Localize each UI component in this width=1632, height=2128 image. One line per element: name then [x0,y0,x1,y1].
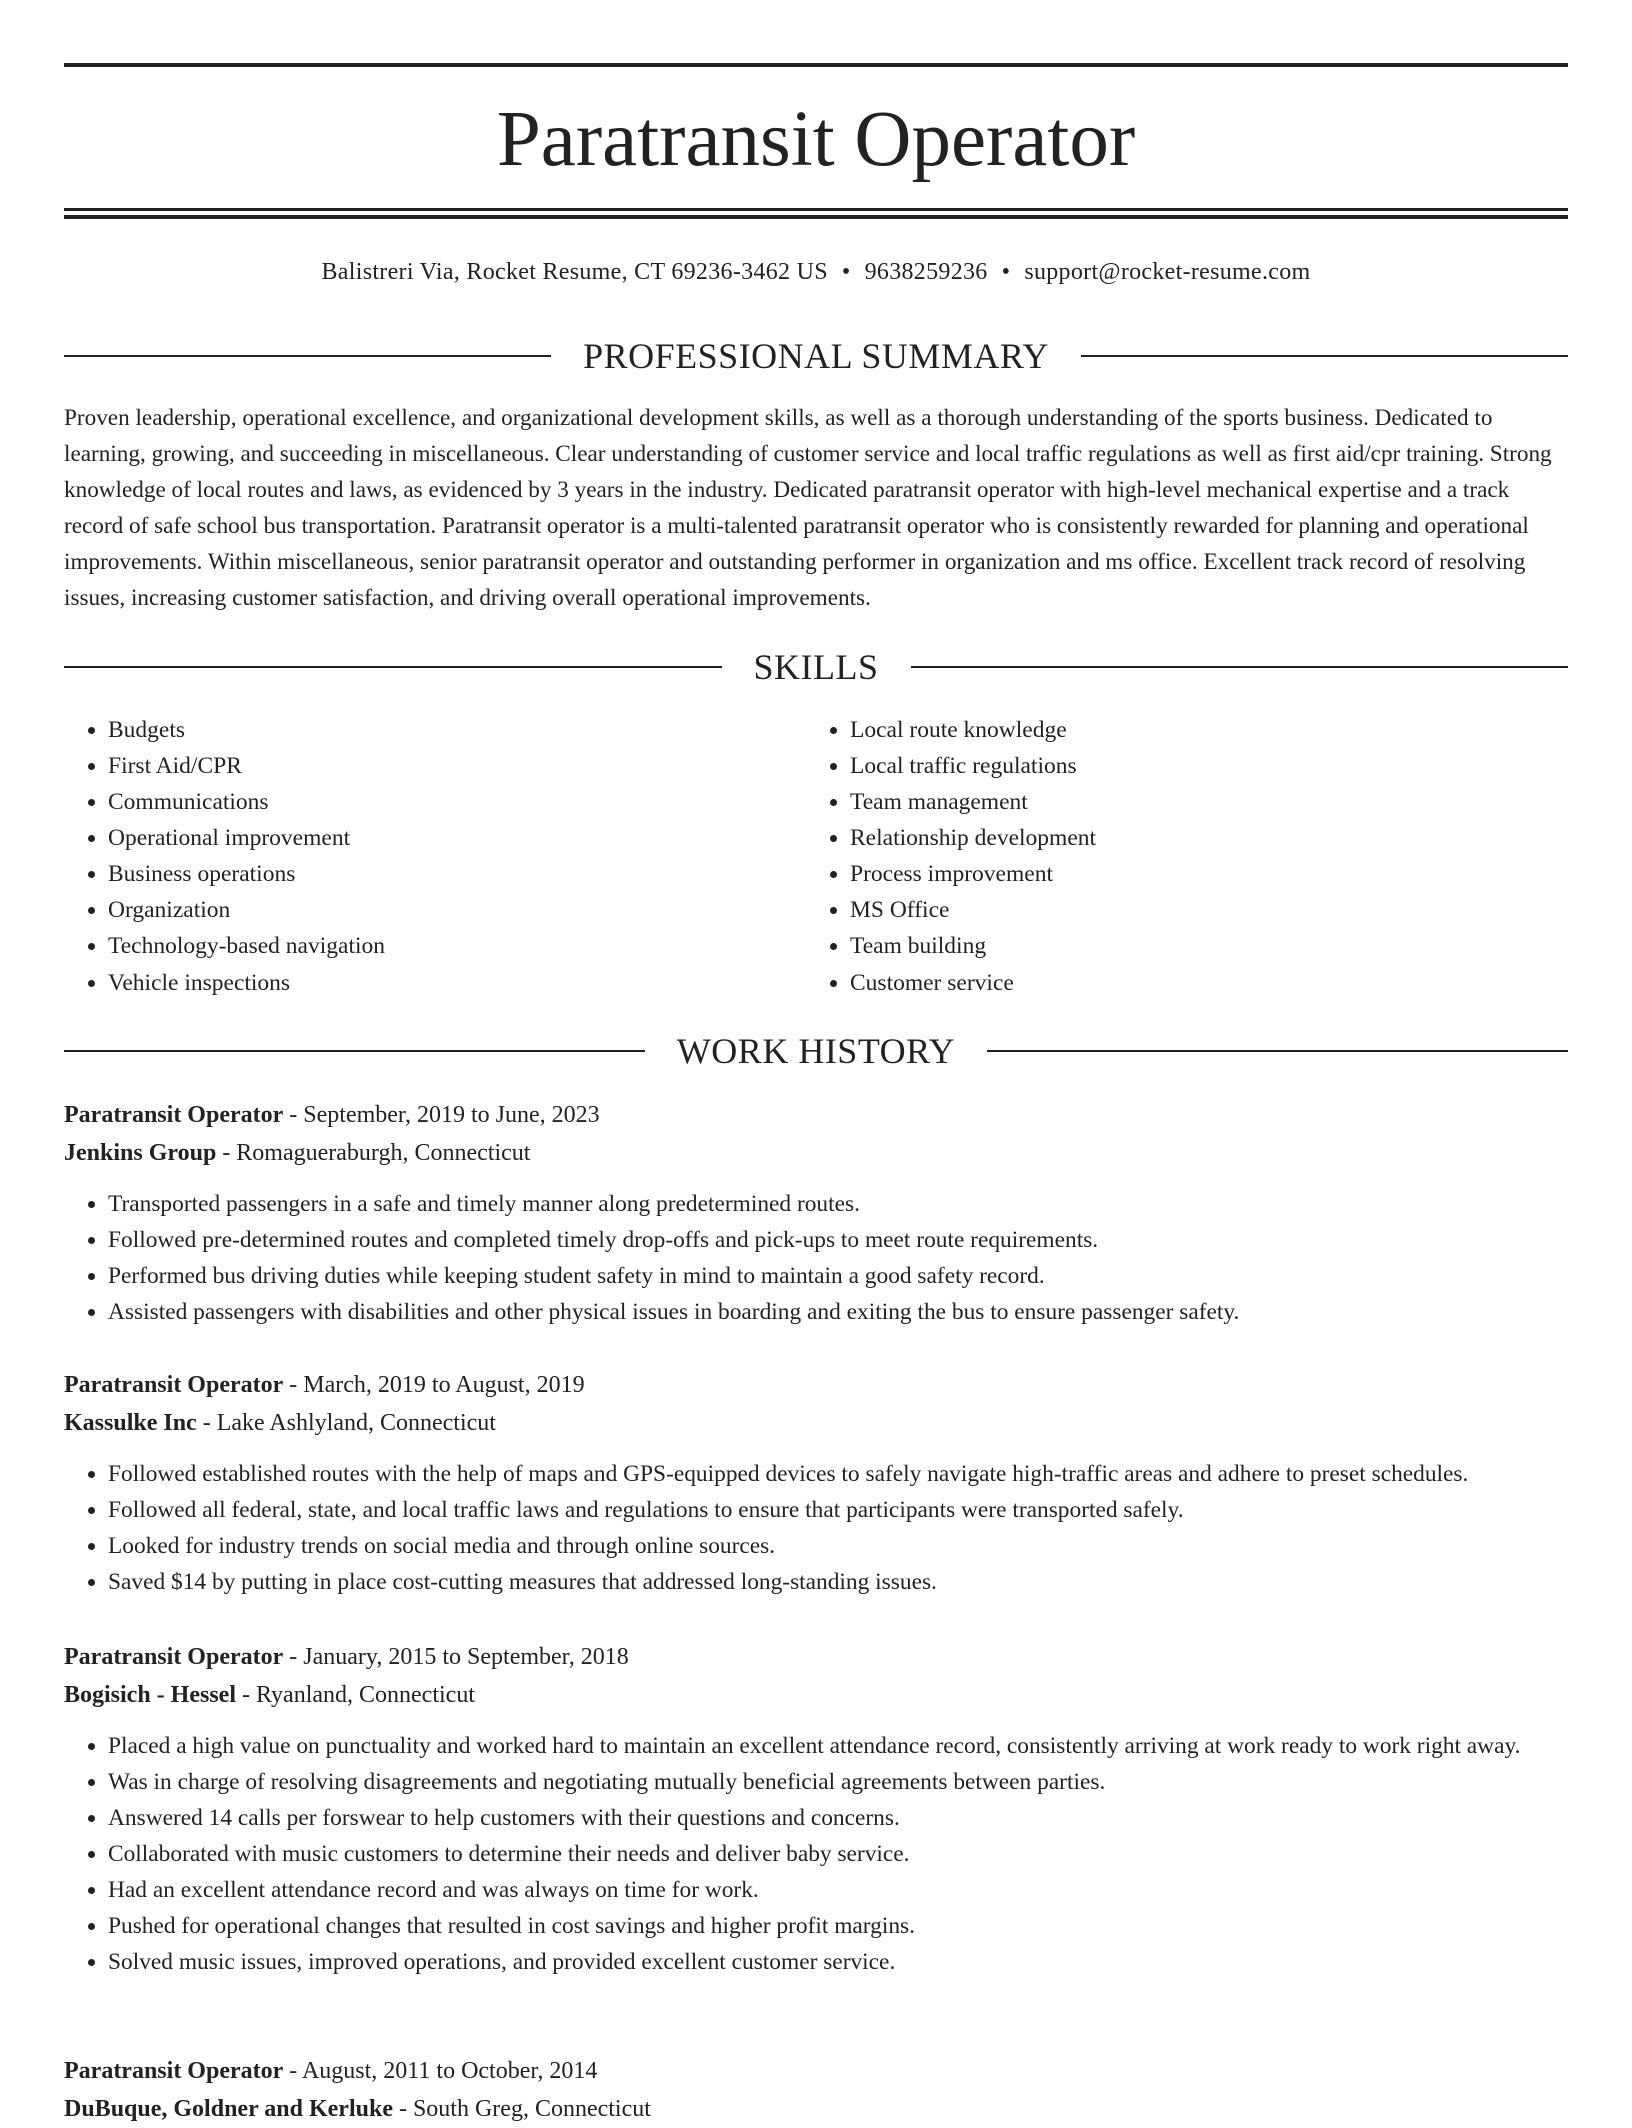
skill-item: • Business operations [108,856,806,892]
job-bullet: • Was in charge of resolving disagreements and negotiating mutually beneficial agreements between parties. [108,1764,1568,1800]
skill-item: • Budgets [108,712,806,748]
section-heading-summary [64,334,1568,378]
job-title-line [64,1096,1568,1134]
section-heading-skills [64,645,1568,689]
job-entry [64,2052,1568,2128]
job-bullet: • Transported passengers in a safe and timely manner along predetermined routes. [108,1186,1568,1222]
job-title-line [64,1366,1568,1404]
job-bullets [64,1456,1568,1600]
job-bullet: • Placed a high value on punctuality and worked hard to maintain an excellent attendance record, consistently arriving at work ready to work right away. [108,1728,1568,1764]
job-company: Kassulke Inc [64,1410,197,1436]
skill-item: • Local traffic regulations [850,748,1548,784]
job-location: - Ryanland, Connecticut [236,1682,475,1708]
section-rule [64,1050,645,1052]
skill-item: • Team building [850,928,1548,964]
job-company-line [64,2090,1568,2128]
job-dates: - March, 2019 to August, 2019 [283,1372,585,1398]
skill-item: • Communications [108,784,806,820]
skill-item: • Local route knowledge [850,712,1548,748]
job-bullet: • Followed pre-determined routes and completed timely drop-offs and pick-ups to meet route requirements. [108,1222,1568,1258]
header-rule-lower [64,215,1568,219]
job-bullet: • Performed bus driving duties while keeping student safety in mind to maintain a good safety record. [108,1258,1568,1294]
contact-separator: • [841,259,851,285]
contact-line [64,254,1568,290]
skills-list [64,712,1568,1001]
job-bullet: • Looked for industry trends on social media and through online sources. [108,1528,1568,1564]
job-title-line [64,2052,1568,2090]
resume-title: Paratransit Operator [496,96,1136,183]
job-bullet: • Solved music issues, improved operations, and provided excellent customer service. [108,1944,1568,1980]
job-company: Jenkins Group [64,1140,217,1166]
job-bullets [64,1728,1568,1980]
skills-column-left [64,712,806,1001]
contact-phone: 9638259236 [864,259,988,285]
job-bullets [64,1186,1568,1330]
section-title: SKILLS [753,647,879,687]
job-bullet: • Assisted passengers with disabilities and other physical issues in boarding and exiting the bus to ensure passenger safety. [108,1294,1568,1330]
job-dates: - September, 2019 to June, 2023 [283,1102,600,1128]
section-rule [987,1050,1568,1052]
section-rule [911,666,1569,668]
job-title-line [64,1638,1568,1676]
contact-email: support@rocket-resume.com [1024,259,1311,285]
section-title: WORK HISTORY [676,1031,956,1071]
job-entry [64,1638,1568,1980]
job-bullet: • Collaborated with music customers to determine their needs and deliver baby service. [108,1836,1568,1872]
job-company-line [64,1404,1568,1442]
job-bullet: • Saved $14 by putting in place cost-cutting measures that addressed long-standing issues. [108,1564,1568,1600]
skill-item: • Technology-based navigation [108,928,806,964]
skill-item: • Process improvement [850,856,1548,892]
section-rule [1081,355,1568,357]
job-company-line [64,1134,1568,1172]
contact-separator: • [1001,259,1011,285]
job-dates: - January, 2015 to September, 2018 [283,1644,629,1670]
job-company: DuBuque, Goldner and Kerluke [64,2096,393,2122]
section-rule [64,355,551,357]
job-title: Paratransit Operator [64,1372,284,1398]
job-bullet: • Followed established routes with the help of maps and GPS-equipped devices to safely navigate high-traffic areas and adhere to preset schedules. [108,1456,1568,1492]
skill-item: • Operational improvement [108,820,806,856]
job-bullet: • Followed all federal, state, and local traffic laws and regulations to ensure that participants were transported safely. [108,1492,1568,1528]
contact-address: Balistreri Via, Rocket Resume, CT 69236-3462 US [321,259,828,285]
job-location: - South Greg, Connecticut [392,2096,651,2122]
skill-item: • Vehicle inspections [108,965,806,1001]
skill-item: • Customer service [850,965,1548,1001]
header-top-rule [64,63,1568,67]
section-title: PROFESSIONAL SUMMARY [583,336,1049,376]
job-title: Paratransit Operator [64,1102,284,1128]
job-bullet: • Answered 14 calls per forswear to help customers with their questions and concerns. [108,1800,1568,1836]
skills-column-right [806,712,1548,1001]
job-company: Bogisich - Hessel [64,1682,236,1708]
section-rule [64,666,722,668]
job-title: Paratransit Operator [64,2058,284,2084]
skill-item: • First Aid/CPR [108,748,806,784]
skill-item: • Team management [850,784,1548,820]
job-entry [64,1366,1568,1600]
header-rule-upper [64,208,1568,211]
job-location: - Romagueraburgh, Connecticut [216,1140,531,1166]
job-bullet: • Pushed for operational changes that resulted in cost savings and higher profit margins. [108,1908,1568,1944]
skill-item: • MS Office [850,892,1548,928]
skill-item: • Relationship development [850,820,1548,856]
skill-item: • Organization [108,892,806,928]
section-heading-work-history [64,1029,1568,1073]
job-title: Paratransit Operator [64,1644,284,1670]
professional-summary-text: Proven leadership, operational excellence, and organizational development skills, as well as a thorough understanding of the sports business. Dedicated to learning, growing, and succeeding in miscellaneous. Clear understanding of customer service and local traffic regulations as well as first aid/cpr training. Strong knowledge of local routes and laws, as evidenced by 3 years in the industry. Dedicated paratransit operator with high-level mechanical expertise and a track record of safe school bus transportation. Paratransit operator is a multi-talented paratransit operator who is consistently rewarded for planning and operational improvements. Within miscellaneous, senior paratransit operator and outstanding performer in organization and ms office. Excellent track record of resolving issues, increasing customer satisfaction, and driving overall operational improvements. [64,405,1552,611]
job-dates: - August, 2011 to October, 2014 [283,2058,598,2084]
job-entry [64,1096,1568,1330]
job-company-line [64,1676,1568,1714]
job-location: - Lake Ashlyland, Connecticut [196,1410,496,1436]
job-bullet: • Had an excellent attendance record and was always on time for work. [108,1872,1568,1908]
